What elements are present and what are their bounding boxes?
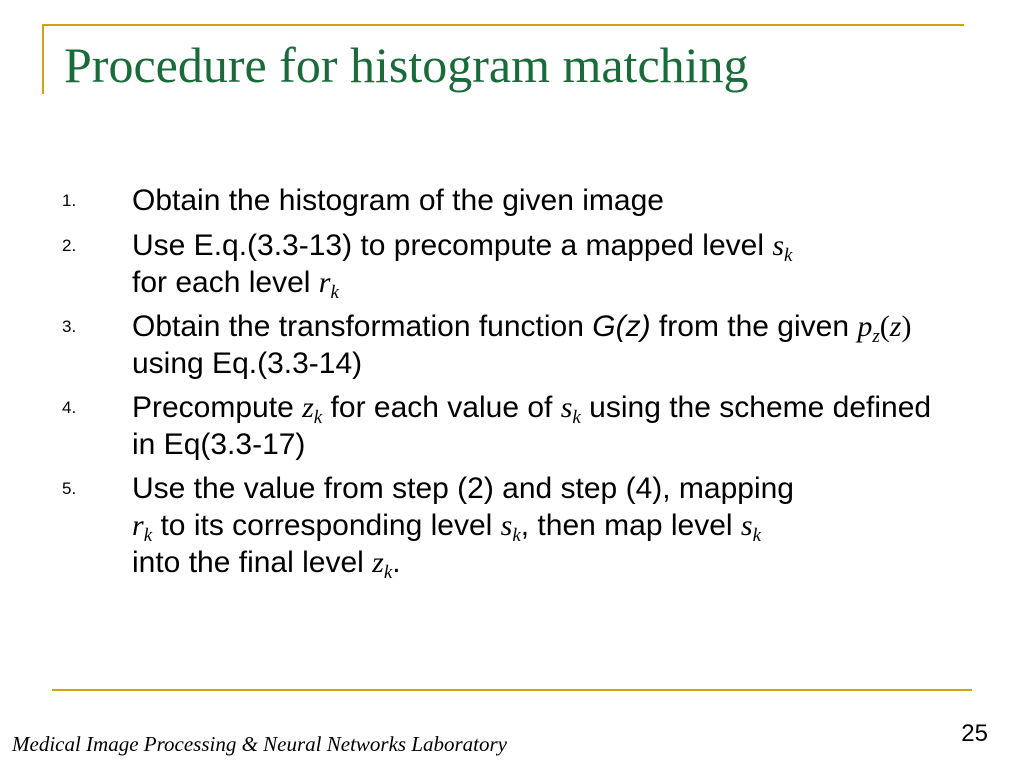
math-z-k: $z_k$ <box>372 546 393 583</box>
step-5-text-part: , then map level <box>520 509 741 542</box>
step-5-text-part: Use the value from step (2) and step (4), mapping <box>132 472 794 505</box>
step-3-text-part: from the given <box>650 310 858 343</box>
title-frame-top-rule <box>42 24 964 26</box>
step-text <box>132 227 962 301</box>
math-s-k: $s_k$ <box>772 229 793 266</box>
slide-title: Procedure for histogram matching <box>64 37 749 93</box>
step-5 <box>62 470 962 581</box>
step-number: 3. <box>62 317 77 336</box>
math-p-z-of-z: $p_z(z)$ <box>857 310 912 347</box>
step-text <box>132 389 962 463</box>
step-4-text-part: using the scheme defined in Eq(3.3-17) <box>132 391 932 461</box>
step-2-text-part: for each level <box>132 266 319 299</box>
step-number: 4. <box>62 398 77 417</box>
step-3 <box>62 308 962 382</box>
function-g-of-z: G(z) <box>592 310 651 343</box>
step-5-text-part: to its corresponding level <box>152 509 501 542</box>
math-r-k: $r_k$ <box>318 266 339 303</box>
step-3-text-part: using Eq.(3.3-14) <box>132 347 363 380</box>
math-s-k: $s_k$ <box>500 509 521 546</box>
procedure-steps-list <box>62 182 962 588</box>
page-number: 25 <box>961 720 988 747</box>
step-text <box>132 470 962 581</box>
step-5-text-part: . <box>392 546 401 579</box>
footer-divider-rule <box>52 689 972 691</box>
step-2-text-part: Use E.q.(3.3-13) to precompute a mapped level <box>132 229 773 262</box>
step-1-text: Obtain the histogram of the given image <box>132 184 664 217</box>
title-frame-left-rule <box>42 24 44 94</box>
math-s-k: $s_k$ <box>560 391 581 428</box>
math-r-k: $r_k$ <box>132 509 153 546</box>
step-text <box>132 182 962 219</box>
step-5-text-part: into the final level <box>132 546 373 579</box>
step-3-text-part: Obtain the transformation function <box>132 310 593 343</box>
step-1 <box>62 182 962 220</box>
math-z-k: $z_k$ <box>302 391 323 428</box>
footer-lab-name: Medical Image Processing & Neural Networks Laboratory <box>12 732 508 756</box>
step-4 <box>62 389 962 463</box>
math-s-k: $s_k$ <box>740 509 762 546</box>
step-number: 2. <box>62 236 77 255</box>
step-number: 5. <box>62 479 77 498</box>
step-text <box>132 308 962 382</box>
step-2 <box>62 227 962 301</box>
step-number: 1. <box>62 191 77 210</box>
step-4-text-part: for each value of <box>322 391 561 424</box>
step-4-text-part: Precompute <box>132 391 303 424</box>
